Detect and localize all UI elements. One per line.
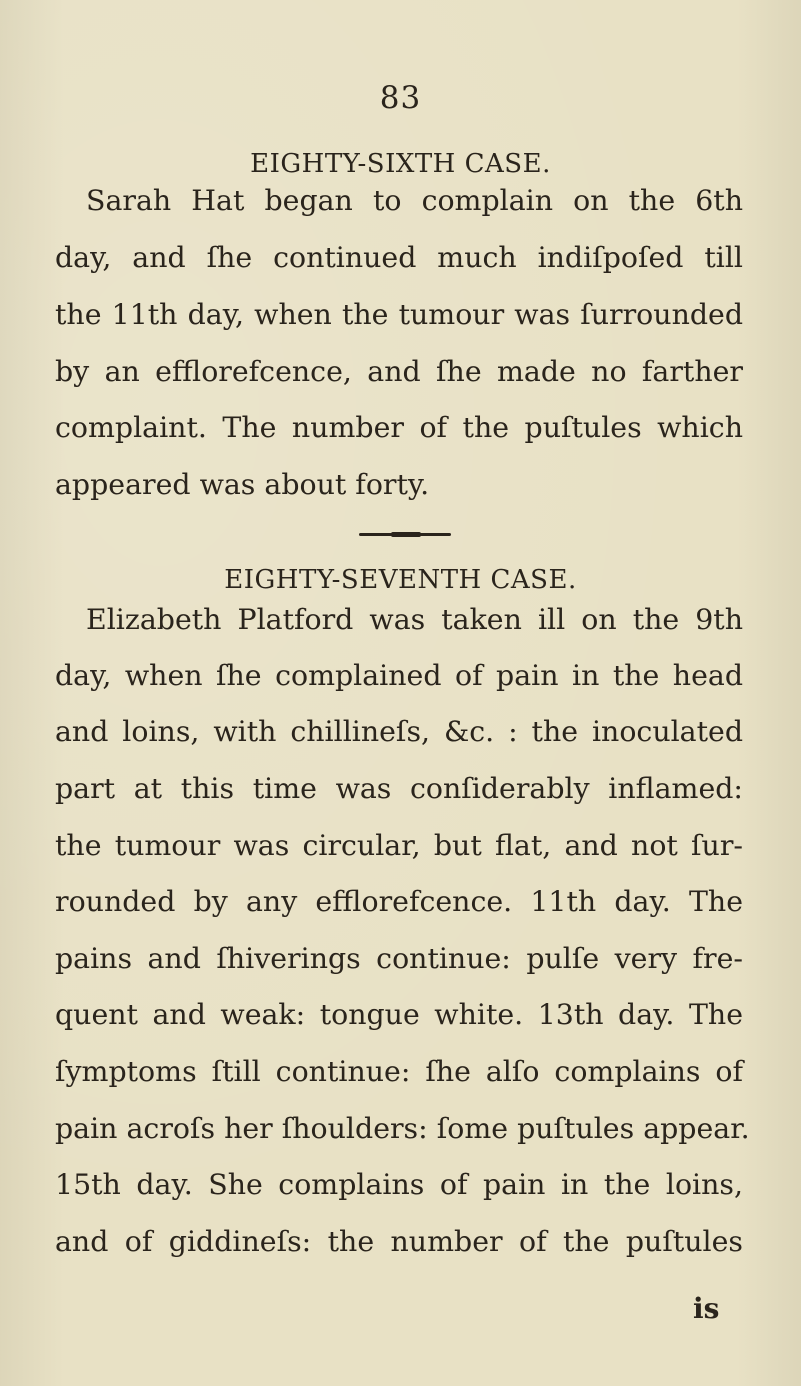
case2-line-8: quent and weak: tongue white. 13th day. The — [55, 998, 743, 1031]
case2-line-2: day, when ſhe complained of pain in the head — [55, 659, 743, 692]
case2-line-3: and loins, with chillineſs, &c. : the inoculated — [55, 715, 743, 748]
case-heading-eighty-seventh: EIGHTY-SEVENTH CASE. — [224, 565, 577, 595]
case2-line-11: 15th day. She complains of pain in the loins, — [55, 1168, 743, 1201]
case-heading-eighty-sixth: EIGHTY-SIXTH CASE. — [250, 149, 551, 179]
case2-line-12: and of giddineſs: the number of the puſtules — [55, 1225, 743, 1258]
case2-line-9: ſymptoms ſtill continue: ſhe alſo complains of — [55, 1055, 743, 1088]
case2-line-7: pains and ſhiverings continue: pulſe very fre- — [55, 942, 743, 975]
case1-line-1: Sarah Hat began to complain on the 6th — [86, 184, 743, 217]
page-number: 83 — [379, 80, 422, 116]
case2-line-5: the tumour was circular, but flat, and not ſur- — [55, 829, 743, 862]
case1-line-5: complaint. The number of the puſtules which — [55, 411, 743, 444]
case1-line-3: the 11th day, when the tumour was ſurrounded — [55, 298, 743, 331]
case1-line-6: appeared was about forty. — [55, 468, 430, 501]
section-divider — [359, 533, 451, 536]
case2-line-10: pain acroſs her ſhoulders: ſome puſtules appear. — [55, 1112, 750, 1145]
case2-line-1: Elizabeth Platford was taken ill on the 9th — [86, 603, 743, 636]
case2-line-4: part at this time was conſiderably inflamed: — [55, 772, 743, 805]
case1-line-2: day, and ſhe continued much indiſpoſed till — [55, 241, 743, 274]
catchword: is — [693, 1292, 720, 1325]
case1-line-4: by an efflorefcence, and ſhe made no farther — [55, 355, 743, 388]
case2-line-6: rounded by any efflorefcence. 11th day. The — [55, 885, 743, 918]
